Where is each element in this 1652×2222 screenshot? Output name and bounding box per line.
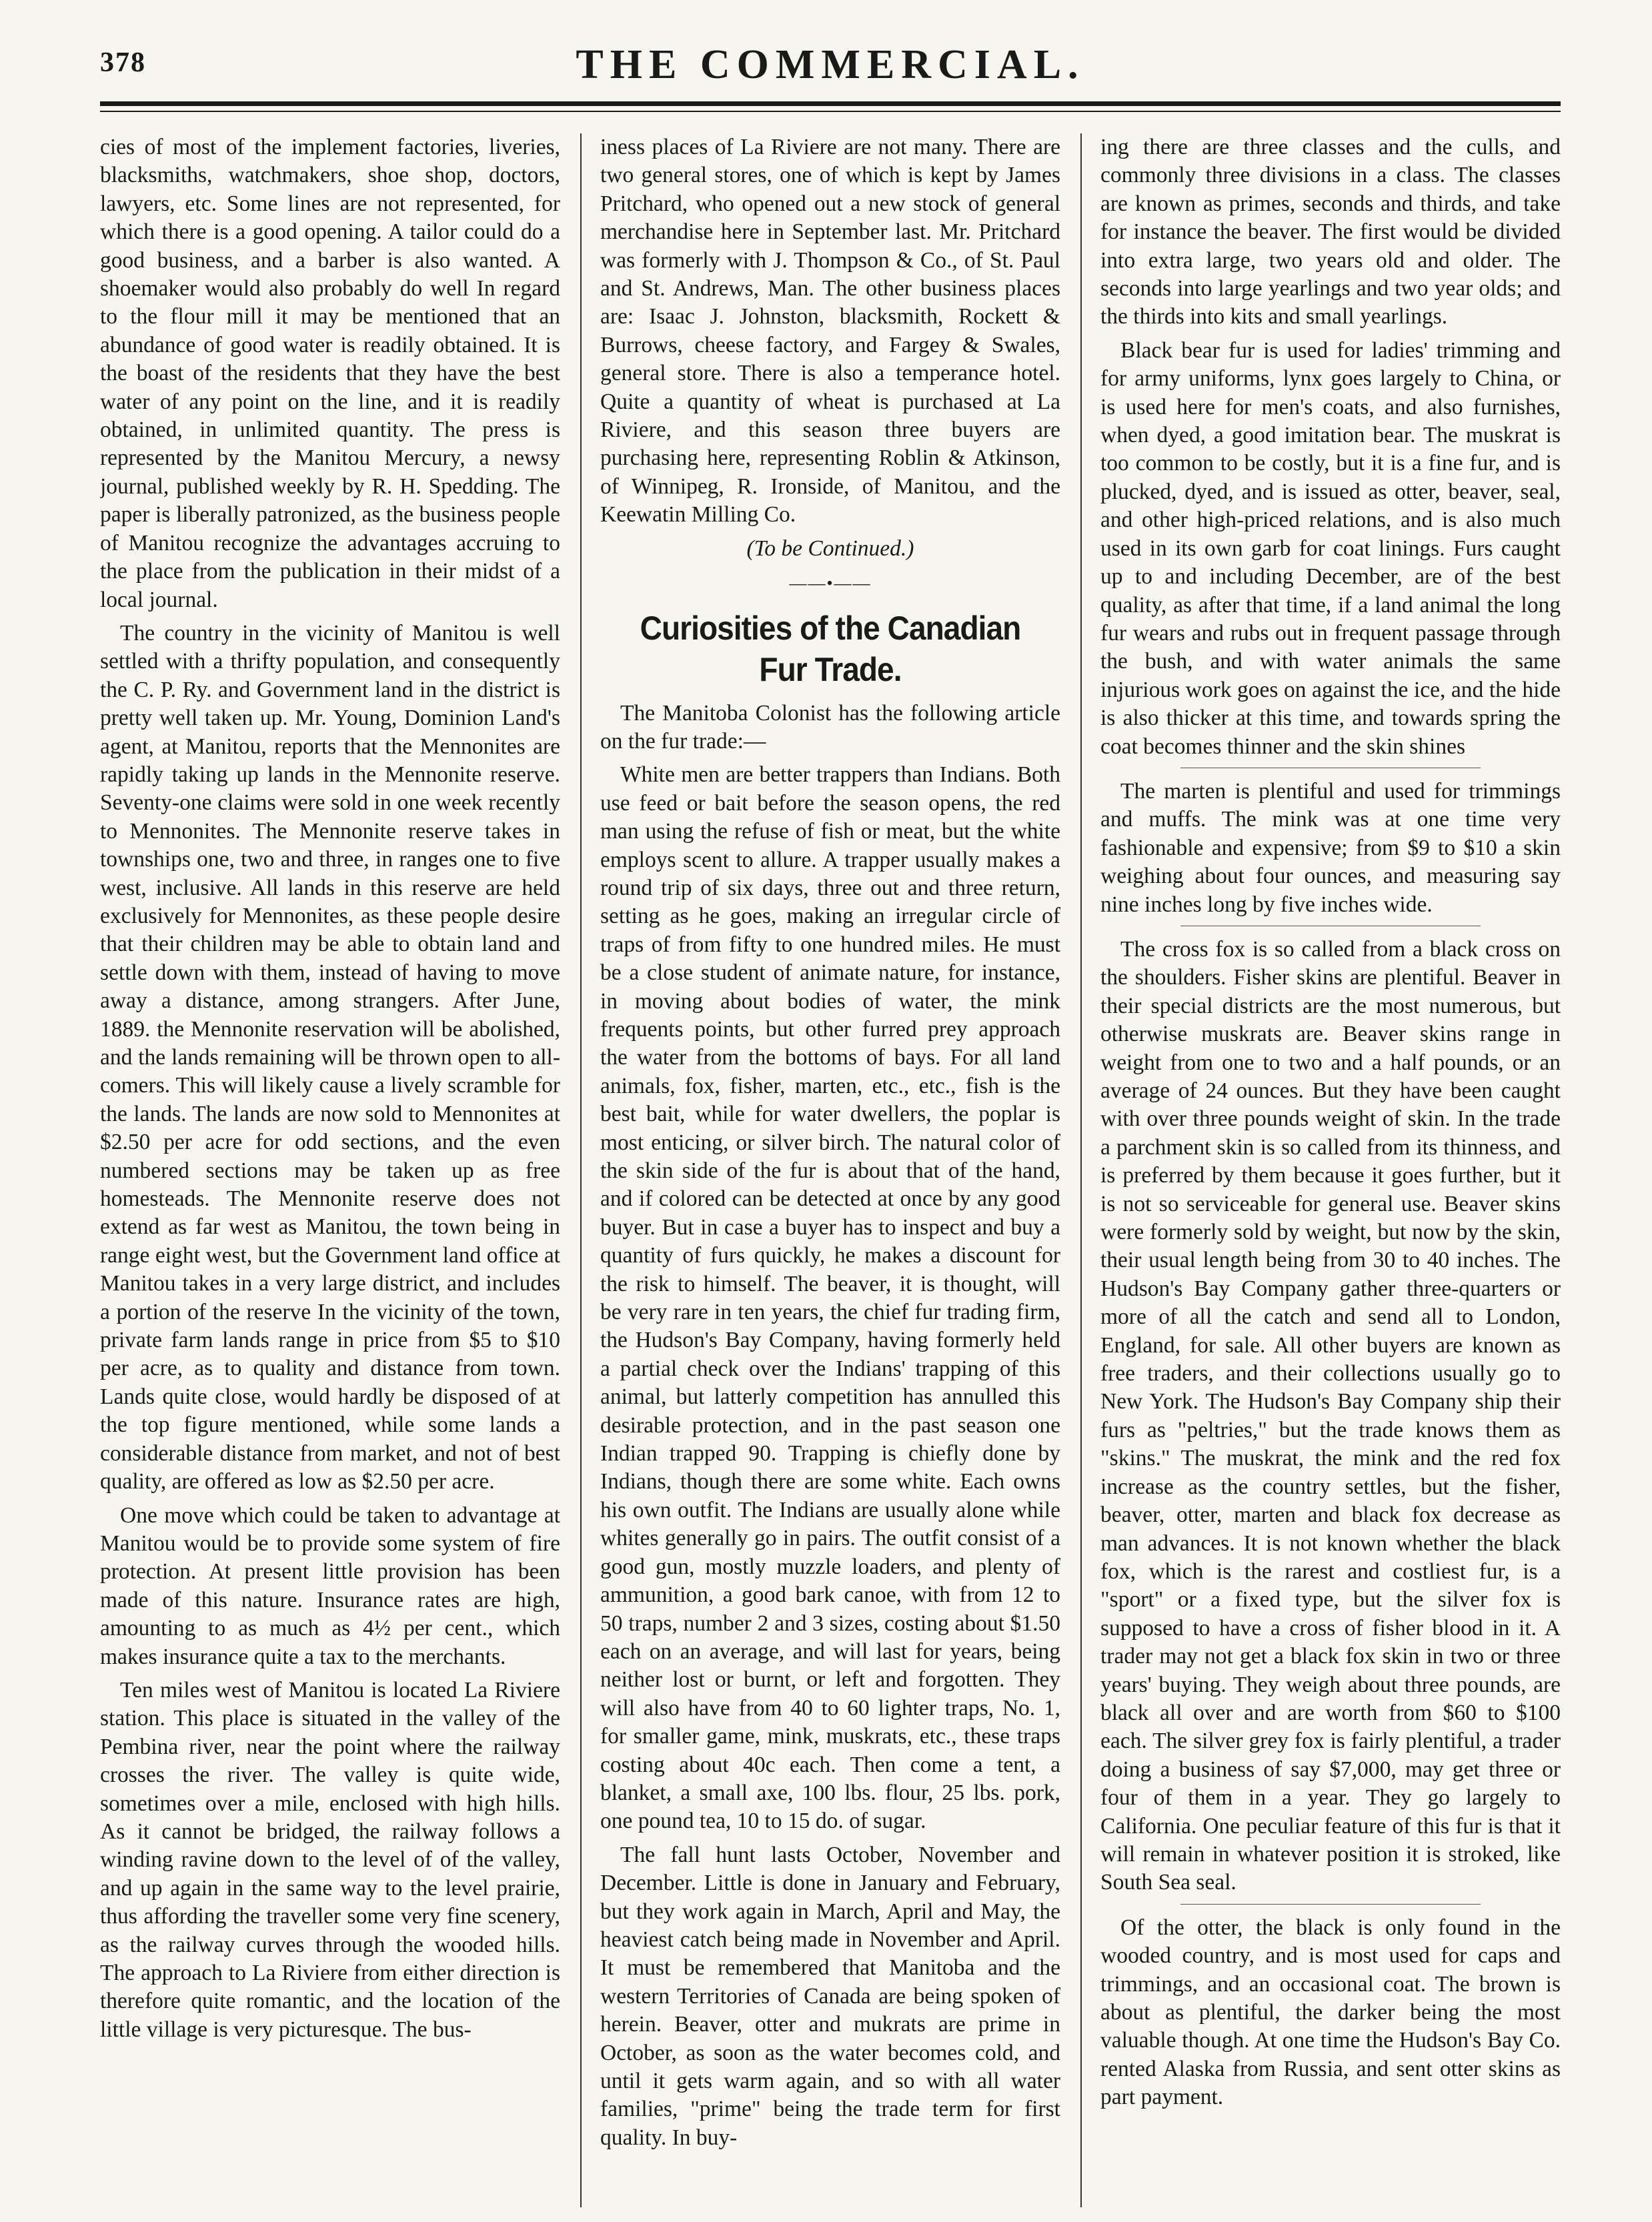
column-2 [600, 133, 1060, 2201]
paragraph: The marten is plentiful and used for trimmings and muffs. The mink was at one time very fashionable and expensive; from $9 to $10 a skin weighing about four ounces, and measuring say nine inches long by five inches wide. [1100, 778, 1561, 917]
paragraph: cies of most of the implement factories, liveries, blacksmiths, watchmakers, shoe shop, doctors, lawyers, etc. Some lines are not represented, for which there is a good opening. A tailor could do a good business, and a barber is also wanted. A shoemaker would also probably do well In regard to the flour mill it may be mentioned that an abundance of good water is readily obtained. It is the boast of the residents that they have the best water of any point on the line, and it is readily obtained, in unlimited quantity. The press is represented by the Manitou Mercury, a newsy journal, published weekly by R. H. Spedding. The paper is liberally patronized, as the business people of Manitou recognize the advantages accruing to the place from the publication in their midst of a local journal. [100, 135, 560, 612]
paragraph: ing there are three classes and the culls, and commonly three divisions in a class. The classes are known as primes, seconds and thirds, and take for instance the beaver. The first would be divided into extra large, two years old and older. The seconds into large yearlings and two year olds; and the thirds into kits and small yearlings. [1100, 135, 1561, 329]
to-be-continued-note: (To be Continued.) [746, 535, 914, 561]
article-columns [100, 133, 1561, 2201]
paragraph: Of the otter, the black is only found in the wooded country, and is most used for caps and trimmings, and an occasional coat. The brown is about as plentiful, the darker being the most valuable though. At one time the Hudson's Bay Co. rented Alaska from Russia, and sent otter skins as part payment. [1100, 1915, 1561, 2110]
newspaper-page [100, 27, 1561, 2201]
article-headline: Curiosities of the Canadian Fur Trade. [640, 609, 1021, 688]
page-number: 378 [100, 47, 146, 78]
paragraph: One move which could be taken to advantage at Manitou would be to provide some system of fire protection. At present little provision has been made of this nature. Insurance rates are high, amounting to as much as 4½ per cent., which makes insurance quite a tax to the merchants. [100, 1502, 560, 1669]
paragraph: iness places of La Riviere are not many. There are two general stores, one of which is kept by James Pritchard, who opened out a new stock of general merchandise here in September last. Mr. Pritchard was formerly with J. Thompson & Co., of St. Paul and St. Andrews, Man. The other business places are: Isaac J. Johnston, blacksmith, Rockett & Burrows, cheese factory, and Fargey & Swales, general store. There is also a temperance hotel. Quite a quantity of wheat is purchased at La Riviere, and this season three buyers are purchasing here, representing Roblin & Atkinson, of Winnipeg, R. Ironside, of Manitou, and the Keewatin Milling Co. [600, 135, 1060, 527]
column-divider [1080, 133, 1082, 2207]
paragraph: White men are better trappers than Indians. Both use feed or bait before the season opens, the red man using the refuse of fish or meat, but the white employs scent to allure. A trapper usually makes a round trip of six days, three out and three return, setting as he goes, making an irregular circle of traps of from fifty to one hundred miles. He must be a close student of animate nature, for instance, in moving about bodies of water, the mink frequents points, but other furred prey approach the water from the bottoms of bays. For all land animals, fox, fisher, marten, etc., etc., fish is the best bait, while for water dwellers, the poplar is most enticing, or silver birch. The natural color of the skin side of the fur is about that of the hand, and if colored can be detected at once by any good buyer. But in case a buyer has to inspect and buy a quantity of furs quickly, he makes a discount for the risk to himself. The beaver, it is thought, will be very rare in ten years, the chief fur trading firm, the Hudson's Bay Company, having formerly held a partial check over the Indians' trapping of this animal, but latterly competition has annulled this desirable protection, and in the past season one Indian trapped 90. Trapping is chiefly done by Indians, though there are some white. Each owns his own outfit. The Indians are usually alone while whites generally go in pairs. The outfit consist of a good gun, mostly muzzle loaders, and plenty of ammunition, a good bark canoe, with from 12 to 50 traps, number 2 and 3 sizes, costing about $1.50 each on an average, and will last for years, being neither lost or burnt, or left and forgotten. They will also have from 40 to 60 lighter traps, No. 1, for smaller game, mink, muskrats, etc., these traps costing about 40c each. Then come a tent, a blanket, a small axe, 100 lbs. flour, 25 lbs. pork, one pound tea, 10 to 15 do. of sugar. [600, 762, 1060, 1834]
paragraph: The cross fox is so called from a black cross on the shoulders. Fisher skins are plentiful. Beaver in their special districts are the most numerous, but otherwise muskrats are. Beaver skins range in weight from one to two and a half pounds, or an average of 24 ounces. But they have been caught with over three pounds weight of skin. In the trade a parchment skin is so called from its thinness, and is preferred by them because it goes further, but it is not so serviceable for general use. Beaver skins were formerly sold by weight, but now by the skin, their usual length being from 30 to 40 inches. The Hudson's Bay Company gather three-quarters or more of all the catch and send all to London, England, for sale. All other buyers are known as free traders, and their collections usually go to New York. The Hudson's Bay Company ship their furs as "peltries," but the trade knows them as "skins." The muskrat, the mink and the red fox increase as the country settles, but the fisher, beaver, otter, marten and black fox decrease as man advances. It is not known whether the black fox, which is the rarest and costliest fur, is a "sport" or a fixed type, but the silver fox is supposed to have a cross of fisher blood in it. A trader may not get a black fox skin in two or three years' buying. They weigh about three pounds, are black all over and are worth from $60 to $100 each. The silver grey fox is fairly plentiful, a trader doing a business of say $7,000, may get three or four of them in a year. They go largely to California. One peculiar feature of this fur is that it will remain in whatever position it is stroked, like South Sea seal. [1100, 936, 1561, 1895]
paragraph: Ten miles west of Manitou is located La Riviere station. This place is situated in the valley of the Pembina river, near the point where the railway crosses the river. The valley is quite wide, sometimes over a mile, enclosed with high hills. As it cannot be bridged, the railway follows a winding ravine down to the level of of the valley, and up again in the same way to the level prairie, thus affording the traveller some very fine scenery, as the railway curves through the wooded hills. The approach to La Riviere from either direction is therefore quite romantic, and the location of the little village is very picturesque. The bus- [100, 1677, 560, 2042]
paragraph: The Manitoba Colonist has the following article on the fur trade:— [600, 700, 1060, 754]
masthead-title: THE COMMERCIAL. [576, 42, 1085, 87]
section-divider: ——•—— [789, 574, 872, 594]
paragraph: The fall hunt lasts October, November and December. Little is done in January and February, but they work again in March, April and May, the heaviest catch being made in November and April. It must be remembered that Manitoba and the western Territories of Canada are being spoken of herein. Beaver, otter and mukrats are prime in October, as soon as the water becomes cold, and until it gets warm again, and so with all water families, "prime" being the trade term for first quality. In buy- [600, 1842, 1060, 2150]
paragraph: Black bear fur is used for ladies' trimming and for army uniforms, lynx goes largely to China, or is used here for men's coats, and also furnishes, when dyed, a good imitation bear. The muskrat is too common to be costly, but it is a fine fur, and is plucked, dyed, and is issued as otter, beaver, seal, and other high-priced relations, and is also much used in its own garb for coat linings. Furs caught up to and including December, are of the best quality, as after that time, if a land animal the long fur wears and rubs out in frequent passage through the bush, and with water animals the same injurious work goes on against the ice, and the hide is also thicker at this time, and towards spring the coat becomes thinner and the skin shines [1100, 337, 1561, 759]
header-rule-thin [100, 111, 1561, 112]
header-rule-thick [100, 101, 1561, 106]
column-3 [1100, 133, 1561, 2201]
paragraph: The country in the vicinity of Manitou is well settled with a thrifty population, and consequently the C. P. Ry. and Government land in the district is pretty well taken up. Mr. Young, Dominion Land's agent, at Manitou, reports that the Mennonites are rapidly taking up lands in the Mennonite reserve. Seventy-one claims were sold in one week recently to Mennonites. The Mennonite reserve takes in townships one, two and three, in ranges one to five west, inclusive. All lands in this reserve are held exclusively for Mennonites, as these people desire that their children may be able to obtain land and settle down with them, instead of having to move away a distance, among strangers. After June, 1889. the Mennonite reservation will be abolished, and the lands remaining will be thrown open to all-comers. This will likely cause a lively scramble for the lands. The lands are now sold to Mennonites at $2.50 per acre for odd sections, and the even numbered sections may be taken up as free homesteads. The Mennonite reserve does not extend as far west as Manitou, the town being in range eight west, but the Government land office at Manitou takes in a very large district, and includes a portion of the reserve In the vicinity of the town, private farm lands range in price from $5 to $10 per acre, as to quality and distance from town. Lands quite close, would hardly be disposed of at the top figure mentioned, while some lands a considerable distance from market, and not of best quality, are offered as low as $2.50 per acre. [100, 620, 560, 1494]
paragraph-separator [1180, 1904, 1481, 1905]
page-header [100, 27, 1561, 100]
column-divider [580, 133, 582, 2207]
column-1 [100, 133, 560, 2201]
